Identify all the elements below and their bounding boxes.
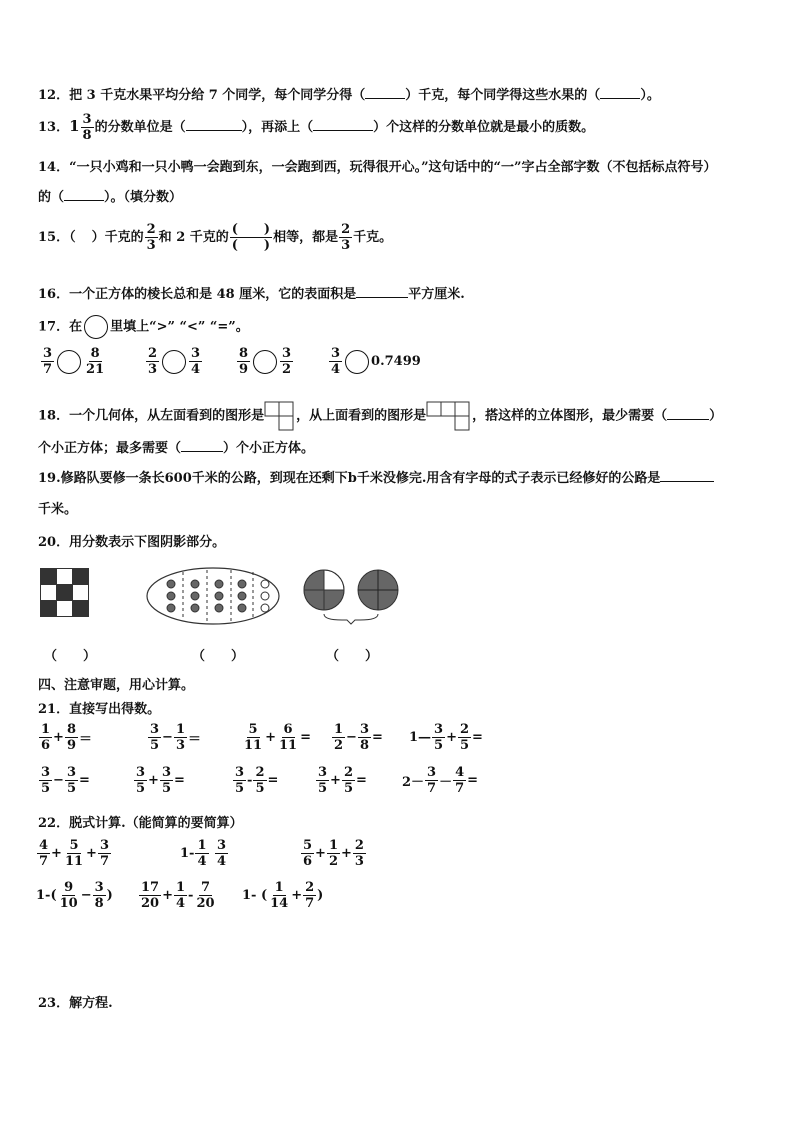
expression: [138, 880, 218, 911]
expression: [38, 722, 92, 753]
question-23: 23．解方程.: [38, 996, 113, 1011]
fraction: $\frac{3}{5}$: [150, 722, 160, 753]
section-4-title: 四、注意审题，用心计算。: [38, 678, 195, 693]
question-12: 12．把 3 千克水果平均分给 7 个同学，每个同学分得（ ）千克，每个同学得这些水果的（ ）。: [38, 88, 660, 103]
fraction: $\frac{1}{2}$: [334, 722, 344, 753]
left-view-figure: [264, 401, 296, 431]
fraction: $\frac{2}{7}$: [305, 880, 315, 911]
ellipse-dots-figure: [145, 566, 281, 626]
expression: [315, 765, 367, 796]
answer-blank[interactable]: [667, 419, 709, 420]
fraction: $\frac{4}{7}$: [455, 765, 465, 796]
question-16: 16．一个正方体的棱长总和是 48 厘米，它的表面积是 平方厘米.: [38, 287, 465, 302]
operator: -: [188, 888, 194, 903]
operator: ): [317, 888, 324, 903]
compare-item-4: $\frac{3}{4}$ 0.7499: [331, 346, 421, 377]
operator: [210, 846, 215, 861]
expression: [147, 722, 201, 753]
compare-circle[interactable]: [345, 350, 369, 374]
expression: [402, 765, 478, 796]
answer-blank[interactable]: [186, 130, 242, 131]
fraction: $\frac{3}{8}$: [359, 722, 369, 753]
operator: +: [51, 846, 62, 861]
expression: [180, 838, 229, 869]
question-13: 13．1 $\frac{3}{8}$ 的分数单位是（ ），再添上（ ）个这样的分数单位就是最小的质数。: [38, 112, 595, 143]
answer-blank[interactable]: [600, 98, 640, 99]
answer-blank[interactable]: [365, 98, 405, 99]
fraction: $\frac{1}{14}$: [270, 880, 289, 911]
fraction-blank[interactable]: $\frac{( )}{( )}$: [231, 222, 271, 253]
expression: [232, 765, 278, 796]
fraction: $\frac{3}{5}$: [235, 765, 245, 796]
compare-circle[interactable]: [253, 350, 277, 374]
question-14-line2: 的（ ）。（填分数）: [38, 190, 183, 205]
operator: −: [80, 888, 92, 903]
fraction: $\frac{2}{5}$: [343, 765, 353, 796]
operator: +: [315, 846, 326, 861]
fraction: $\frac{3}{5}$: [434, 722, 444, 753]
operator: +: [53, 730, 64, 745]
question-20: 20．用分数表示下图阴影部分。: [38, 535, 226, 550]
operator: +: [341, 846, 352, 861]
answer-blank[interactable]: [64, 200, 104, 201]
fraction: $\frac{1}{6}$: [41, 722, 51, 753]
grid-figure: [40, 568, 90, 618]
operator: +: [148, 773, 159, 788]
expression: [242, 880, 323, 911]
answer-blank[interactable]: [660, 481, 714, 482]
compare-circle[interactable]: [162, 350, 186, 374]
operator: －: [439, 775, 453, 790]
question-15: 15．（ ）千克的 $\frac{2}{3}$ 和 2 千克的 $\frac{( )}{( )}$ 相等，都是 $\frac{2}{3}$ 千克。: [38, 222, 393, 253]
operator: =: [472, 730, 483, 745]
fraction: $\frac{3}{7}$: [427, 765, 437, 796]
operator: ＝: [79, 732, 93, 747]
fraction: $\frac{3}{7}$: [99, 838, 109, 869]
compare-item-1: $\frac{3}{7}$ $\frac{8}{21}$: [43, 346, 105, 377]
fraction: $\frac{4}{7}$: [39, 838, 49, 869]
question-14: 14．“一只小鸡和一只小鸭一会跑到东，一会跑到西，玩得很开心。”这句话中的“一”字占全部字数（不包括标点符号）: [38, 160, 717, 175]
fraction: $\frac{3}{8}$: [82, 112, 92, 143]
operator: =: [79, 773, 90, 788]
question-22: 22．脱式计算.（能简算的要简算）: [38, 816, 243, 831]
operator: ＝: [188, 732, 202, 747]
compare-item-3: $\frac{8}{9}$ $\frac{3}{2}$: [239, 346, 292, 377]
operator: −: [162, 730, 173, 745]
expression: [300, 838, 367, 869]
operator: +: [291, 888, 303, 903]
question-17: 17．在 里填上“>” “<” “=”。: [38, 315, 249, 339]
fraction: $\frac{5}{6}$: [303, 838, 313, 869]
operator: 1- (: [242, 888, 268, 903]
question-18-line2: 个小正方体；最多需要（ ）个小正方体。: [38, 441, 315, 456]
fraction: $\frac{3}{5}$: [136, 765, 146, 796]
top-view-figure: [426, 401, 472, 431]
operator: =: [300, 730, 311, 745]
mixed-whole: 1: [69, 117, 80, 135]
question-19: 19.修路队要修一条长600千米的公路，到现在还剩下b千米没修完.用含有字母的式子表示已经修好的公路是: [38, 467, 714, 486]
expression: [133, 765, 185, 796]
question-19-line2: 千米。: [38, 502, 78, 517]
answer-blank[interactable]: （ ）: [192, 649, 245, 664]
fraction: $\frac{2}{3}$: [354, 838, 364, 869]
fraction: $\frac{9}{10}$: [59, 880, 78, 911]
fraction: $\frac{1}{4}$: [197, 838, 207, 869]
fraction: $\frac{1}{2}$: [328, 838, 338, 869]
expression: [36, 880, 113, 911]
fraction: $\frac{3}{5}$: [66, 765, 76, 796]
fraction: $\frac{3}{5}$: [161, 765, 171, 796]
expression: [38, 765, 90, 796]
operator: +: [86, 846, 97, 861]
question-number: 12．: [38, 88, 70, 103]
operator: -: [247, 773, 253, 788]
fraction: $\frac{17}{20}$: [141, 880, 160, 911]
fraction: $\frac{8}{9}$: [66, 722, 76, 753]
fraction: $\frac{3}{5}$: [318, 765, 328, 796]
fraction: $\frac{2}{5}$: [460, 722, 470, 753]
operator: =: [467, 773, 479, 788]
answer-blank[interactable]: [181, 451, 223, 452]
answer-blank[interactable]: （ ）: [326, 649, 379, 664]
operator: ): [106, 888, 113, 903]
circles-figure: [302, 568, 402, 628]
operator: +: [446, 730, 457, 745]
operator: =: [174, 773, 185, 788]
answer-blank[interactable]: （ ）: [44, 649, 97, 664]
operator: 1-: [180, 846, 195, 861]
operator: 2－: [402, 775, 425, 790]
expression: [36, 838, 112, 869]
answer-blank[interactable]: [356, 297, 408, 298]
operator: +: [265, 730, 276, 745]
fraction: $\frac{2}{3}$: [341, 222, 351, 253]
fraction: $\frac{5}{11}$: [244, 722, 263, 753]
fraction: $\frac{3}{5}$: [41, 765, 51, 796]
answer-blank[interactable]: [313, 130, 373, 131]
question-18: 18．一个几何体，从左面看到的图形是 ，从上面看到的图形是 ，搭这样的立体图形，最少需要（ ）: [38, 401, 722, 431]
fraction: $\frac{7}{20}$: [196, 880, 215, 911]
operator: +: [330, 773, 341, 788]
operator: +: [162, 888, 173, 903]
compare-circle: [84, 315, 108, 339]
fraction: $\frac{3}{4}$: [217, 838, 227, 869]
operator: =: [267, 773, 279, 788]
expression: [409, 722, 483, 753]
fraction: $\frac{1}{3}$: [175, 722, 185, 753]
operator: 1—: [409, 730, 432, 745]
fraction: $\frac{1}{4}$: [176, 880, 186, 911]
operator: 1-(: [36, 888, 57, 903]
compare-circle[interactable]: [57, 350, 81, 374]
operator: −: [53, 773, 64, 788]
operator: =: [356, 773, 367, 788]
fraction: $\frac{3}{8}$: [94, 880, 104, 911]
operator: −: [346, 730, 357, 745]
fraction: $\frac{5}{11}$: [64, 838, 84, 869]
expression: [241, 722, 311, 753]
compare-item-2: $\frac{2}{3}$ $\frac{3}{4}$: [148, 346, 201, 377]
operator: =: [372, 730, 383, 745]
fraction: $\frac{2}{3}$: [146, 222, 156, 253]
expression: [331, 722, 383, 753]
fraction: $\frac{2}{5}$: [255, 765, 265, 796]
fraction: $\frac{6}{11}$: [279, 722, 298, 753]
question-21: 21．直接写出得数。: [38, 702, 161, 717]
